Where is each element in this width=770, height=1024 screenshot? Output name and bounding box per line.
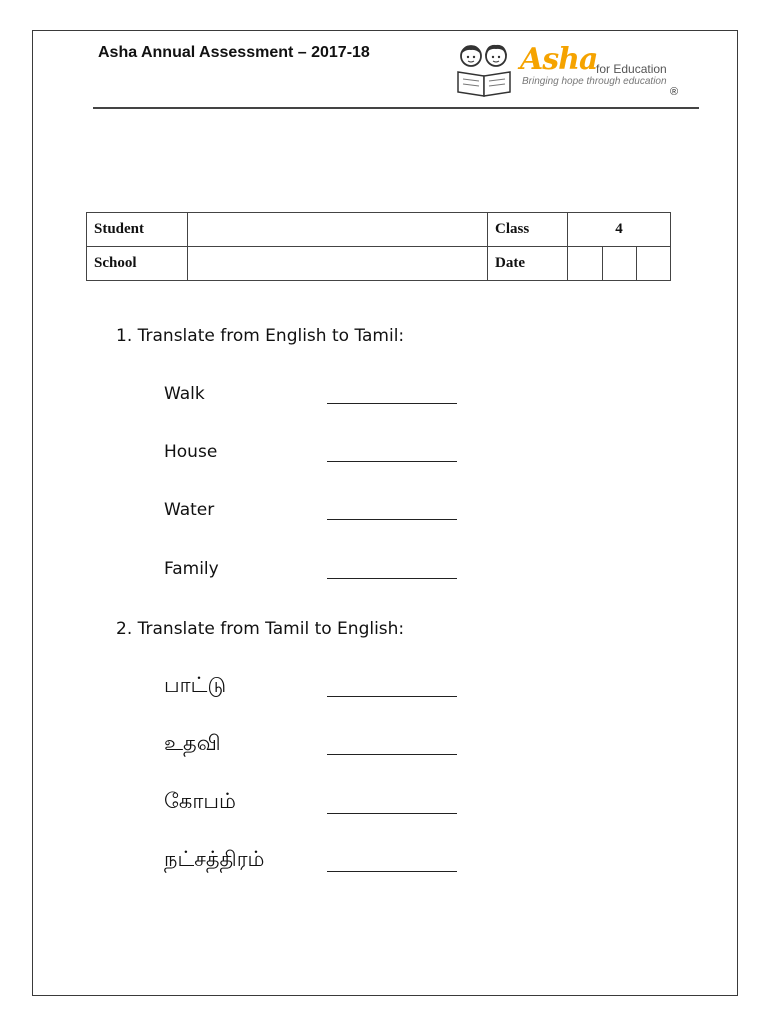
answer-blank-7[interactable]: [327, 813, 457, 814]
answer-blank-8[interactable]: [327, 871, 457, 872]
english-word-1: Walk: [164, 384, 205, 404]
student-label: Student: [87, 213, 188, 247]
answer-blank-6[interactable]: [327, 754, 457, 755]
student-name-field[interactable]: [188, 213, 488, 247]
english-word-3: Water: [164, 500, 215, 520]
logo-suffix: for Education: [596, 62, 667, 76]
tamil-word-2: உதவி: [164, 731, 221, 755]
date-year-field[interactable]: [637, 247, 671, 281]
english-word-4: Family: [164, 559, 219, 579]
tamil-word-4: நட்சத்திரம்: [164, 847, 265, 871]
registered-mark: ®: [670, 86, 679, 98]
school-name-field[interactable]: [188, 247, 488, 281]
asha-logo: [454, 42, 694, 100]
answer-blank-1[interactable]: [327, 403, 457, 404]
table-row: [87, 213, 671, 247]
english-word-2: House: [164, 442, 218, 462]
student-info-table: [86, 212, 671, 281]
assessment-title: Asha Annual Assessment – 2017-18: [98, 44, 370, 61]
tamil-word-3: கோபம்: [164, 789, 236, 813]
date-label: Date: [488, 247, 568, 281]
tamil-word-1: பாட்டு: [164, 673, 227, 697]
class-value: 4: [568, 213, 671, 247]
section2-heading: 2. Translate from Tamil to English:: [116, 619, 405, 639]
answer-blank-5[interactable]: [327, 696, 457, 697]
children-reading-book-icon: [454, 42, 520, 98]
answer-blank-2[interactable]: [327, 461, 457, 462]
logo-brand: Asha: [520, 42, 598, 77]
answer-blank-4[interactable]: [327, 578, 457, 579]
header-divider: [93, 107, 699, 109]
answer-blank-3[interactable]: [327, 519, 457, 520]
class-label: Class: [488, 213, 568, 247]
school-label: School: [87, 247, 188, 281]
section1-heading: 1. Translate from English to Tamil:: [116, 326, 405, 346]
logo-tagline: Bringing hope through education: [522, 76, 667, 87]
worksheet-page: [32, 30, 738, 996]
date-month-field[interactable]: [603, 247, 637, 281]
date-day-field[interactable]: [568, 247, 603, 281]
table-row: [87, 247, 671, 281]
